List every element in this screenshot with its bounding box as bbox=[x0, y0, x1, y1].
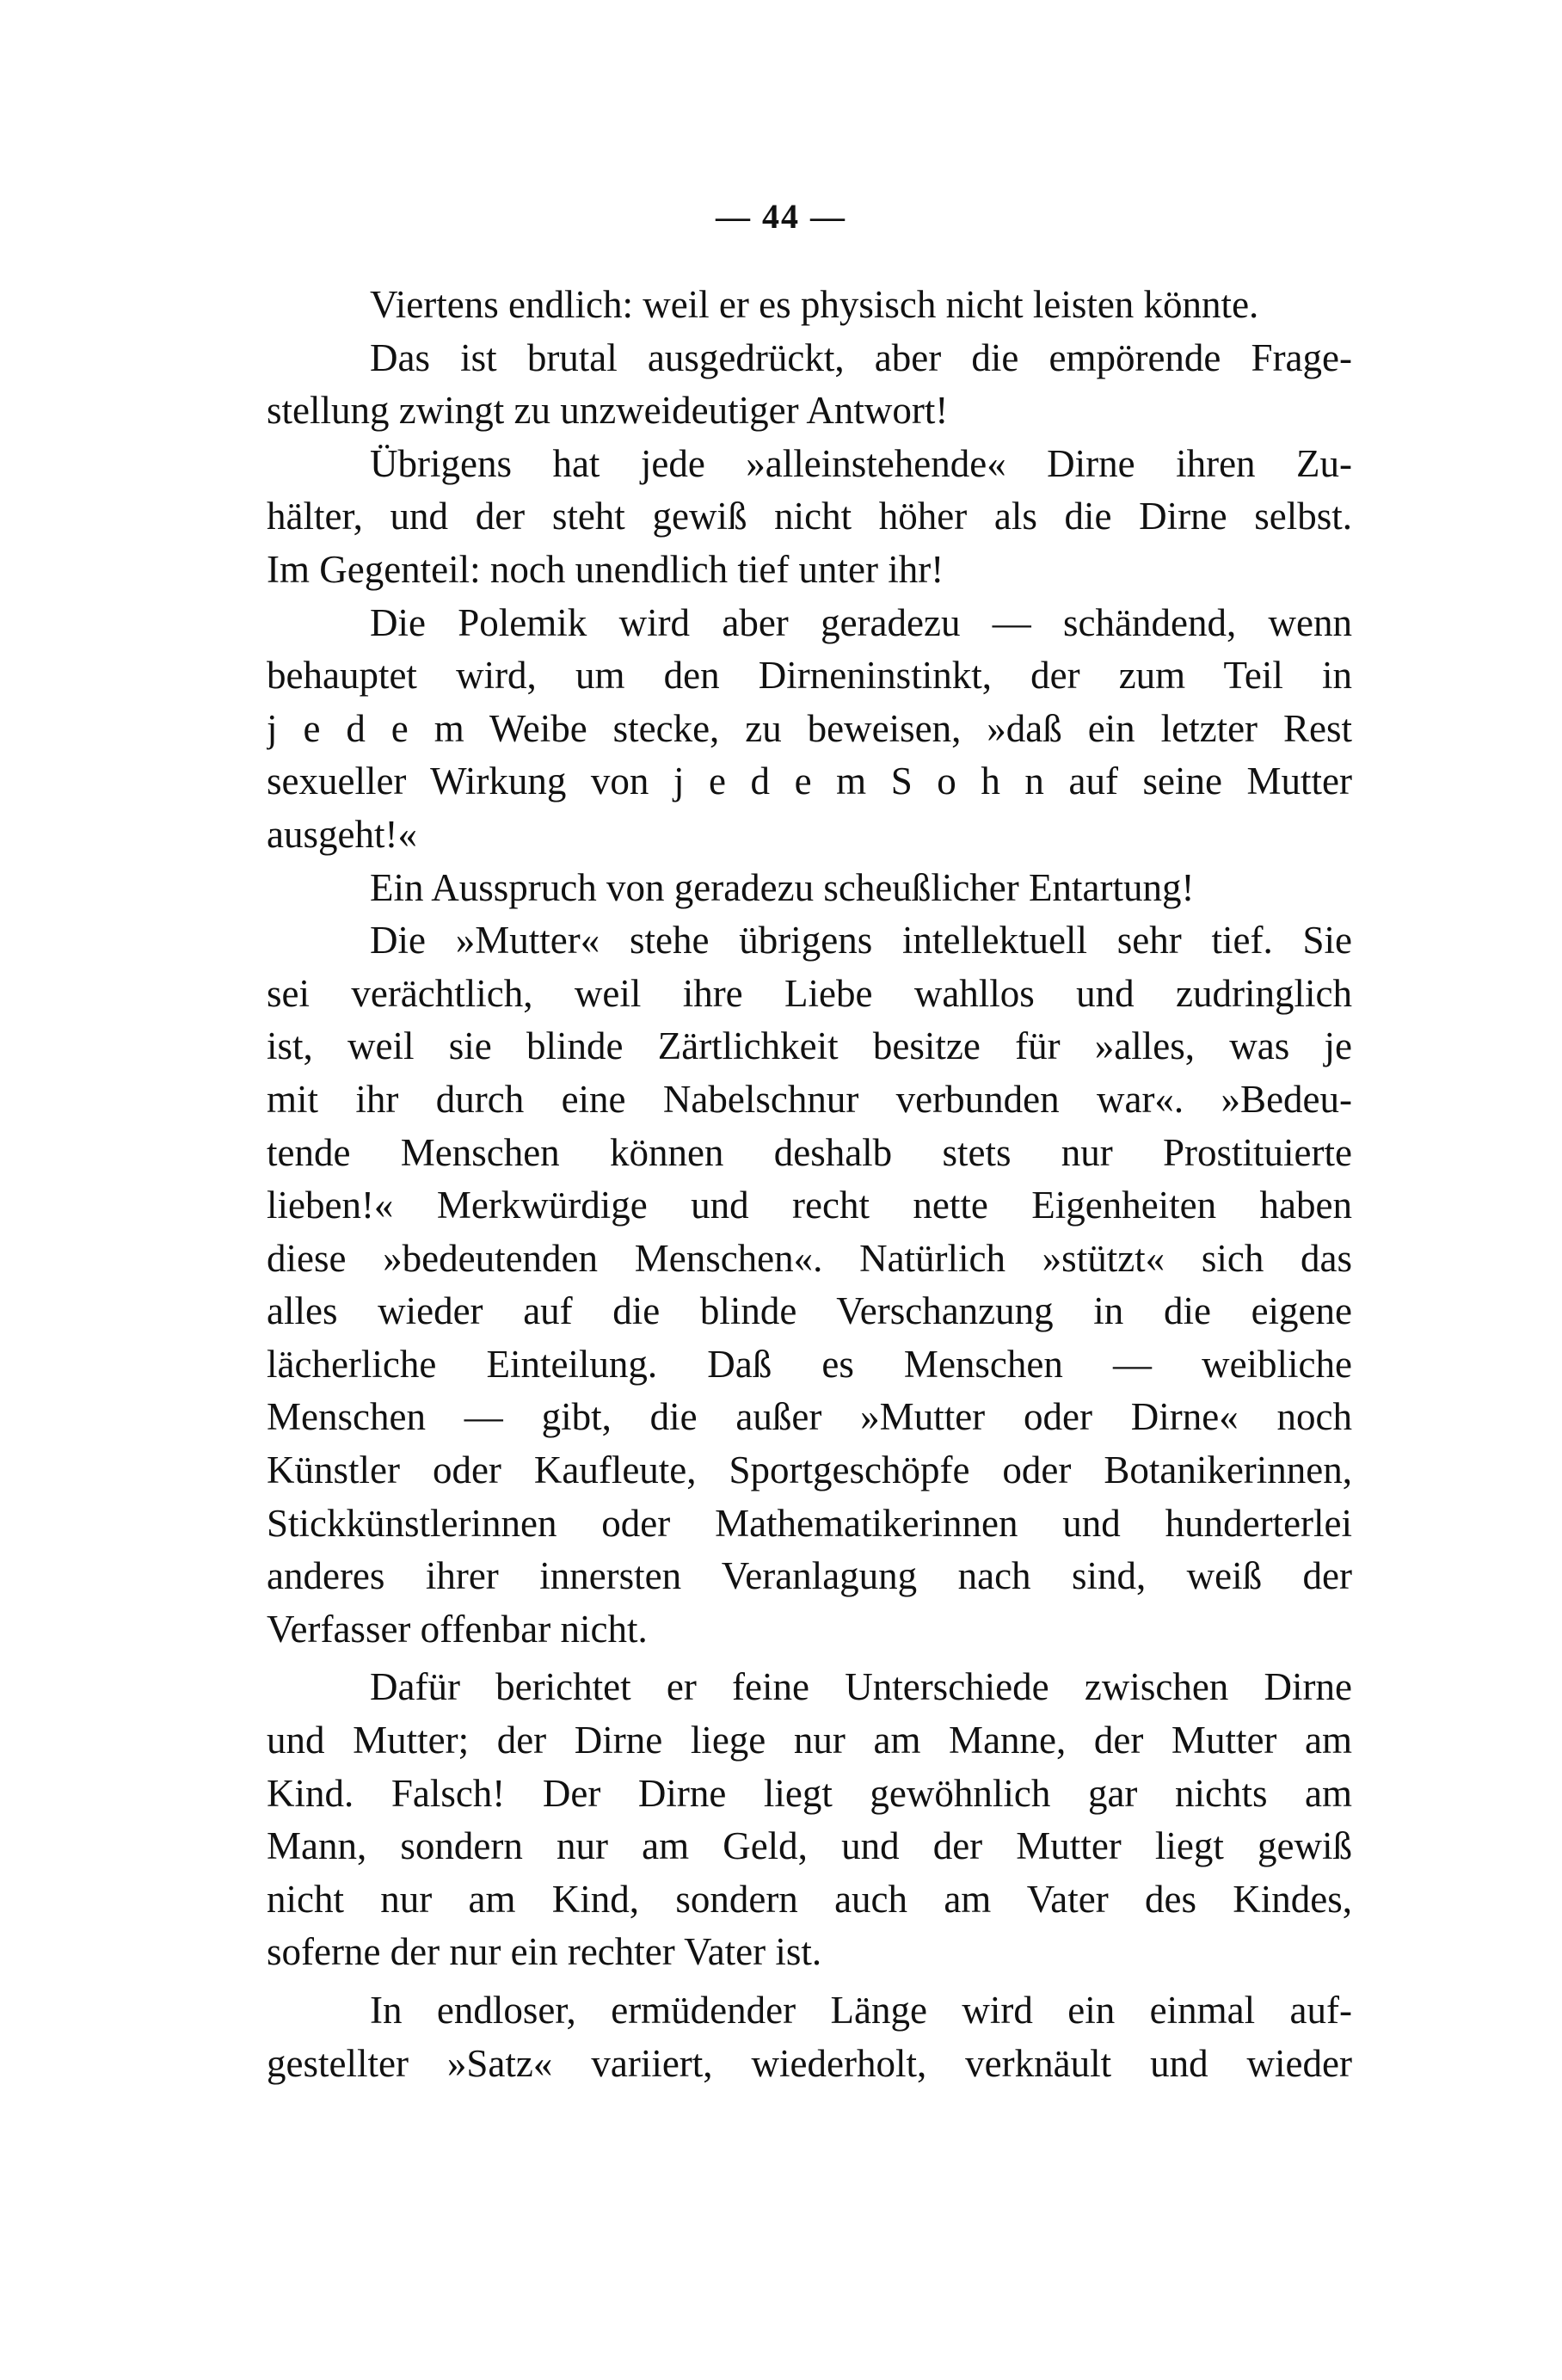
text-line: diese »bedeutenden Menschen«. Natürlich »stützt« sich das bbox=[267, 1236, 1352, 1280]
text-line: tende Menschen können deshalb stets nur Prostituierte bbox=[267, 1130, 1352, 1174]
paragraph bbox=[267, 279, 1352, 332]
text-line: Dafür berichtet er feine Unterschiede zwischen Dirne bbox=[370, 1665, 1352, 1709]
paragraph bbox=[267, 1661, 1352, 1979]
text-line: behauptet wird, um den Dirneninstinkt, der zum Teil in bbox=[267, 654, 1352, 698]
text-line: Übrigens hat jede »alleinstehende« Dirne ihren Zu- bbox=[370, 441, 1352, 485]
text-line: ausgeht!« bbox=[267, 812, 417, 856]
text-line: und Mutter; der Dirne liege nur am Manne, der Mutter am bbox=[267, 1719, 1352, 1762]
paragraph bbox=[267, 1984, 1352, 2090]
text-line: Stickkünstlerinnen oder Mathematikerinnen und hunderterlei bbox=[267, 1501, 1352, 1545]
text-line: Die »Mutter« stehe übrigens intellektuell sehr tief. Sie bbox=[370, 919, 1352, 962]
text-line: anderes ihrer innersten Veranlagung nach sind, weiß der bbox=[267, 1554, 1352, 1598]
paragraph bbox=[267, 438, 1352, 597]
text-line: mit ihr durch eine Nabelschnur verbunden war«. »Bedeu- bbox=[267, 1077, 1352, 1121]
text-line: Die Polemik wird aber geradezu — schändend, wenn bbox=[370, 600, 1352, 644]
text-line: Künstler oder Kaufleute, Sportgeschöpfe oder Botanikerinnen, bbox=[267, 1448, 1352, 1492]
text-line: Kind. Falsch! Der Dirne liegt gewöhnlich gar nichts am bbox=[267, 1771, 1352, 1815]
text-line: soferne der nur ein rechter Vater ist. bbox=[267, 1930, 822, 1974]
text-line: j e d e m Weibe stecke, zu beweisen, »daß ein letzter Rest bbox=[267, 706, 1352, 750]
text-line: stellung zwingt zu unzweideutiger Antwort! bbox=[267, 389, 949, 433]
text-line: ist, weil sie blinde Zärtlichkeit besitze für »alles, was je bbox=[267, 1024, 1352, 1068]
text-line: gestellter »Satz« variiert, wiederholt, verknäult und wieder bbox=[267, 2041, 1352, 2085]
text-line: sexueller Wirkung von j e d e m S o h n auf seine Mutter bbox=[267, 760, 1352, 803]
text-line: Menschen — gibt, die außer »Mutter oder Dirne« noch bbox=[267, 1395, 1352, 1439]
page-number: — 44 — bbox=[716, 197, 846, 236]
paragraph bbox=[267, 332, 1352, 438]
text-line: lächerliche Einteilung. Daß es Menschen — weibliche bbox=[267, 1342, 1352, 1386]
text-line: nicht nur am Kind, sondern auch am Vater des Kindes, bbox=[267, 1877, 1352, 1921]
text-line: Mann, sondern nur am Geld, und der Mutter liegt gewiß bbox=[267, 1824, 1352, 1868]
text-line: Das ist brutal ausgedrückt, aber die empörende Frage- bbox=[370, 335, 1352, 379]
paragraph bbox=[267, 597, 1352, 862]
text-line: Im Gegenteil: noch unendlich tief unter ihr! bbox=[267, 547, 944, 591]
text-line: sei verächtlich, weil ihre Liebe wahllos und zudringlich bbox=[267, 971, 1352, 1015]
text-line: hälter, und der steht gewiß nicht höher als die Dirne selbst. bbox=[267, 495, 1352, 538]
paragraph bbox=[267, 862, 1352, 915]
text-line: alles wieder auf die blinde Verschanzung in die eigene bbox=[267, 1289, 1352, 1333]
text-line: Ein Ausspruch von geradezu scheußlicher Entartung! bbox=[370, 865, 1195, 909]
text-line: lieben!« Merkwürdige und recht nette Eigenheiten haben bbox=[267, 1184, 1352, 1227]
text-line: Verfasser offenbar nicht. bbox=[267, 1607, 648, 1651]
text-line: In endloser, ermüdender Länge wird ein einmal auf- bbox=[370, 1989, 1352, 2032]
text-line: Viertens endlich: weil er es physisch nicht leisten könnte. bbox=[370, 283, 1259, 326]
paragraph bbox=[267, 914, 1352, 1656]
body-text bbox=[267, 279, 1352, 2090]
